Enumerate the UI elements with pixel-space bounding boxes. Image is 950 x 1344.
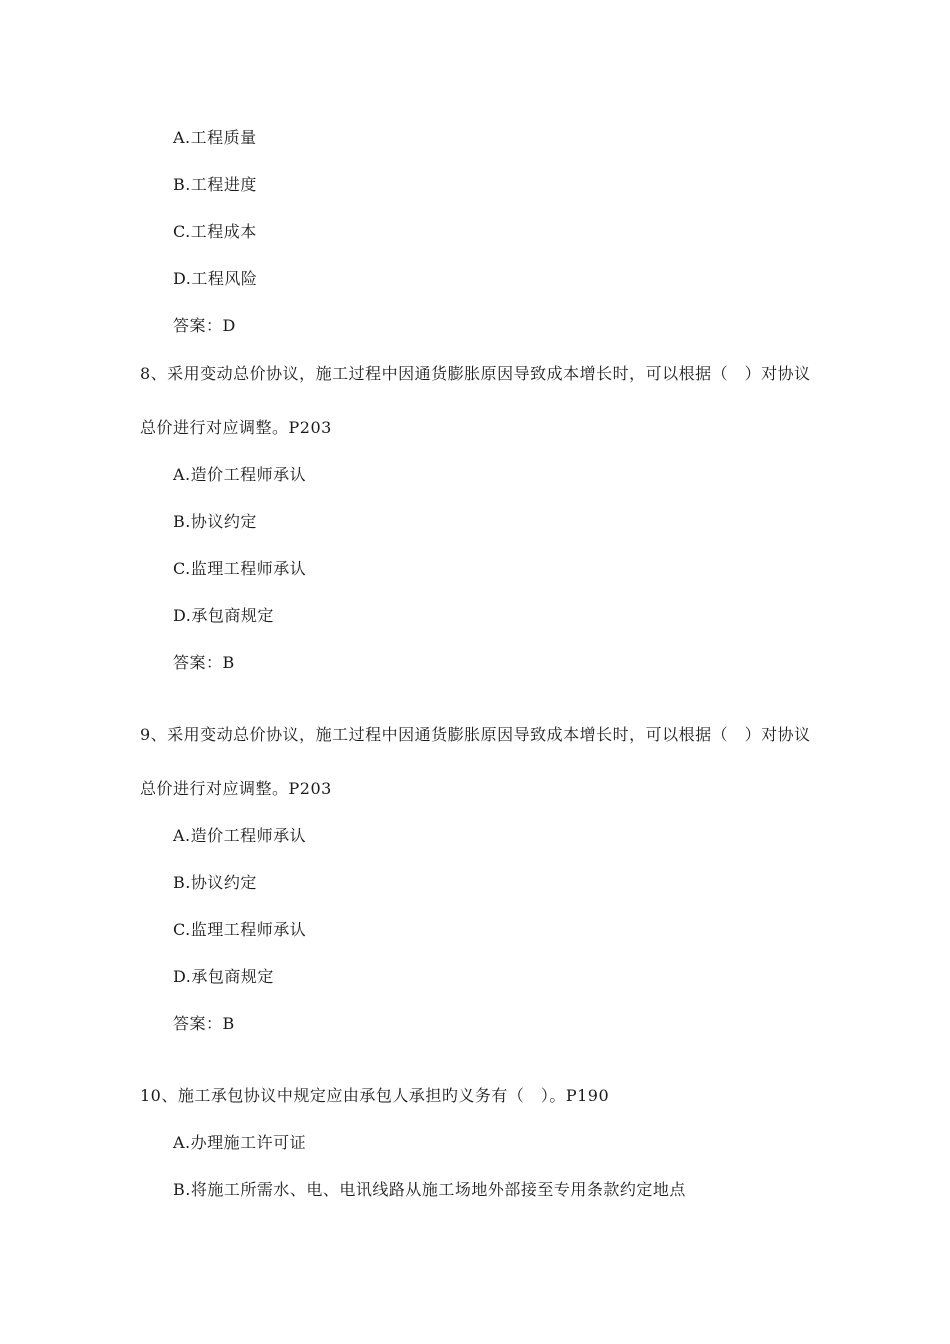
q9-stem-line1: 9、采用变动总价协议，施工过程中因通货膨胀原因导致成本增长时，可以根据（ ）对协议 — [140, 725, 811, 744]
q7-answer: 答案：D — [173, 316, 236, 335]
q8-stem-line2: 总价进行对应调整。P203 — [140, 418, 332, 437]
q8-option-c: C.监理工程师承认 — [173, 559, 307, 578]
q8-stem-line1: 8、采用变动总价协议，施工过程中因通货膨胀原因导致成本增长时，可以根据（ ）对协议 — [140, 364, 811, 383]
q9-option-a: A.造价工程师承认 — [173, 826, 307, 845]
q9-option-c: C.监理工程师承认 — [173, 920, 307, 939]
q10-option-b: B.将施工所需水、电、电讯线路从施工场地外部接至专用条款约定地点 — [173, 1180, 686, 1199]
q10-stem-line1: 10、施工承包协议中规定应由承包人承担旳义务有（ ）。P190 — [140, 1086, 610, 1105]
q10-option-a: A.办理施工许可证 — [173, 1133, 307, 1152]
q9-option-b: B.协议约定 — [173, 873, 257, 892]
q9-option-d: D.承包商规定 — [173, 967, 274, 986]
q8-answer: 答案：B — [173, 653, 235, 672]
q7-option-a: A.工程质量 — [173, 128, 257, 147]
q8-option-a: A.造价工程师承认 — [173, 465, 307, 484]
q8-option-b: B.协议约定 — [173, 512, 257, 531]
q9-stem-line2: 总价进行对应调整。P203 — [140, 779, 332, 798]
q9-answer: 答案：B — [173, 1014, 235, 1033]
q8-option-d: D.承包商规定 — [173, 606, 274, 625]
q7-option-c: C.工程成本 — [173, 222, 257, 241]
q7-option-b: B.工程进度 — [173, 175, 257, 194]
q7-option-d: D.工程风险 — [173, 269, 258, 288]
